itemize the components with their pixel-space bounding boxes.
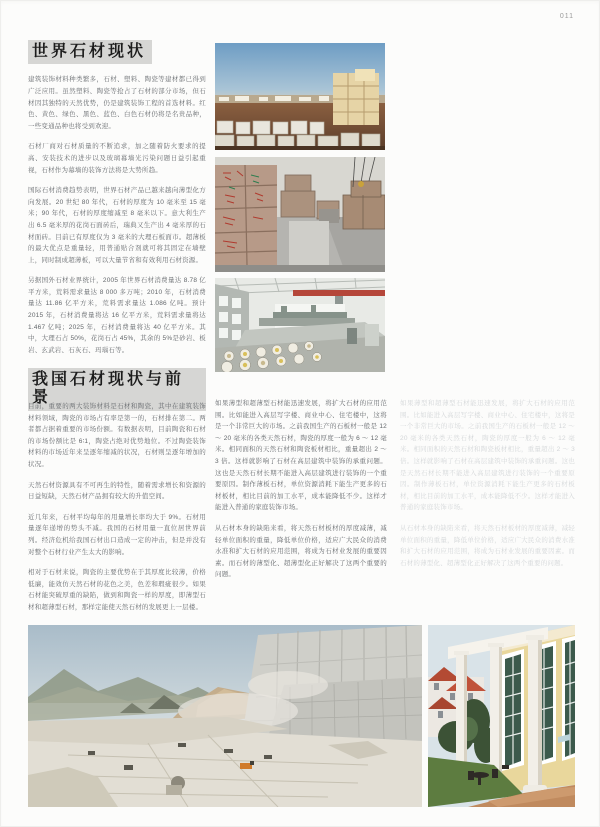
section2-title: 我国石材现状与前景	[28, 368, 206, 411]
middle-column-text	[215, 398, 387, 590]
section1-title: 世界石材现状	[28, 40, 152, 64]
paragraph: 石材厂商对石材质量的不断追求，加之随着防火要求的提高、安装技术的进步以及玻璃幕墙光污染问题日益引起重视，石材作为幕墙的装饰方法将是大势所趋。	[28, 143, 206, 174]
photo-quarry-panorama	[28, 625, 422, 807]
paragraph: 天然石材资源具有不可再生的特性，随着需求增长和资源的日益短缺，天然石材产品拥有较大的升值空间。	[28, 481, 206, 501]
photo-granite-block-storage	[215, 157, 385, 272]
photo-stone-block-yard-sunset	[215, 43, 385, 150]
paragraph: 目前，重要的两大装饰材料是石材和陶瓷，其中在建筑装饰材料领域，陶瓷的市场占有率是第一的，石材排在第二。两者都占据着重要的市场份额。有数据表明，目前陶瓷和石材的市场份额比是 6∶1，陶瓷占绝对优势地位。不过陶瓷装饰材料的市场近年来呈逐年缩减的状况，石材则呈逐年增加的状况。	[28, 403, 206, 468]
page-number: 011	[559, 13, 574, 20]
left-column-lower	[28, 401, 206, 623]
photo-columned-building	[428, 625, 575, 807]
right-column-ghost-text	[400, 398, 575, 578]
left-column-top	[28, 40, 206, 365]
paragraph: 如果薄型和超薄型石材能迅速发展，将扩大石材的应用范围。比如能进入高层写字楼、商业中心、住宅楼中，这将是一个非常巨大的市场。之前我国生产的石板材一般是 12 ～ 20 毫米的各类天然石材，陶瓷的厚度一般为 6 ～ 12 毫米。相同面积的天然石材和陶瓷板材相比，重量超出 2 ～ 3 倍。这样就影响了石材在高层建筑中装饰的承重问题。这也是天然石材长期不能进入高层建筑进行装饰的一个重要原因。制作薄板石材，单位资源消耗下能生产更多的石材板材，相比目前的加工水平，成本能降低不少。这样才能进入普通的家庭装饰市场。	[215, 400, 387, 512]
paragraph: 建筑装饰材料种类繁多，石材、塑料、陶瓷等建材都已得到广泛应用。虽然塑料、陶瓷等抢占了石材的部分市场，但石材因其独特的天然优势，仍是建筑装饰工程的首选材料。红色、黄色、绿色、黑色、蓝色、白色石材仍将是名贵品种，一些变通品种也将受到欢迎。	[28, 76, 206, 130]
paragraph: 相对于石材来说，陶瓷的主要优势在于其厚度比较薄，价格低廉，能效仿天然石材的花色之美，色差和瑕疵很少。如果石材能突破厚重的缺陷，做到和陶瓷一样的厚度，即薄型石材和超薄型石材，那样定能使天然石材的发展更上一层楼。	[28, 569, 206, 611]
paragraph: 近几年来，石材平均每年的用量增长率均大于 9%。石材用量逐年递增的势头不减。我国的石材用量一直位居世界前列。经济危机给我国石材出口造成一定的冲击，但是并没有对整个石材行业产生太大的影响。	[28, 513, 206, 556]
paragraph: 国际石材消费趋势表明，世界石材产品已越来越向薄型化方向发展。20 世纪 80 年代，石材的厚度为 10 毫米至 15 毫米；90 年代，石材的厚度缩减至 8 毫米以下。意大利生产出 6.5 毫米厚的花岗石面砖后，瑞典又生产出 4 毫米厚的石材面砖。目前已有厚度仅为 3 毫米的大理石板面市。超薄板的最大优点是重量轻，用普通贴合剂就可将其固定在墙壁上，同时制成超薄板，可以大量节省和有效利用石材资源。	[28, 187, 206, 264]
photo-stone-factory-interior	[215, 278, 385, 372]
ghost-paragraph: 如果薄型和超薄型石材能迅速发展，将扩大石材的应用范围。比如能进入高层写字楼、商业中心、住宅楼中，这将是一个非常巨大的市场。之前我国生产的石板材一般是 12 ～ 20 毫米的各类天然石材，陶瓷的厚度一般为 6 ～ 12 毫米。相同面积的天然石材和陶瓷板材相比，重量超出 2 ～ 3 倍。这样就影响了石材在高层建筑中装饰的承重问题。这也是天然石材长期不能进入高层建筑进行装饰的一个重要原因。制作薄板石材，单位资源消耗下能生产更多的石材板材，相比目前的加工水平，成本能降低不少。这样才能进入普通的家庭装饰市场。	[400, 400, 575, 512]
ghost-paragraph: 从石材本身的缺陷来看，将天然石材板材的厚度减薄，减轻单位面积的重量，降低单位价格，适应广大民众的消费水准和扩大石材的应用范围，将成为石材业发展的重要因素。而石材的薄型化、超薄型化正好解决了这两个重要的问题。	[400, 524, 575, 567]
paragraph: 从石材本身的缺陷来看，将天然石材板材的厚度减薄，减轻单位面积的重量，降低单位价格，适应广大民众的消费水准和扩大石材的应用范围，将成为石材业发展的重要因素。而石材的薄型化、超薄型化正好解决了这两个重要的问题。	[215, 524, 387, 579]
paragraph: 另据国外石材业界统计，2005 年世界石材消费量达 8.78 亿平方米，荒料需求量达 8 000 多万吨；2010 年，石材消费量达 11.86 亿平方米，荒料需求量达 1.086 亿吨。预计 2015 年，石材消费量将达 16 亿平方米，荒料需求量将达 1.467 亿吨；2025 年，石材消费量将达 40 亿平方米。其中，大理石占 50%，花岗石占 45%，其余的 5%是砂岩、板岩、玄武岩、石灰石、玛瑙石等。	[28, 277, 206, 354]
